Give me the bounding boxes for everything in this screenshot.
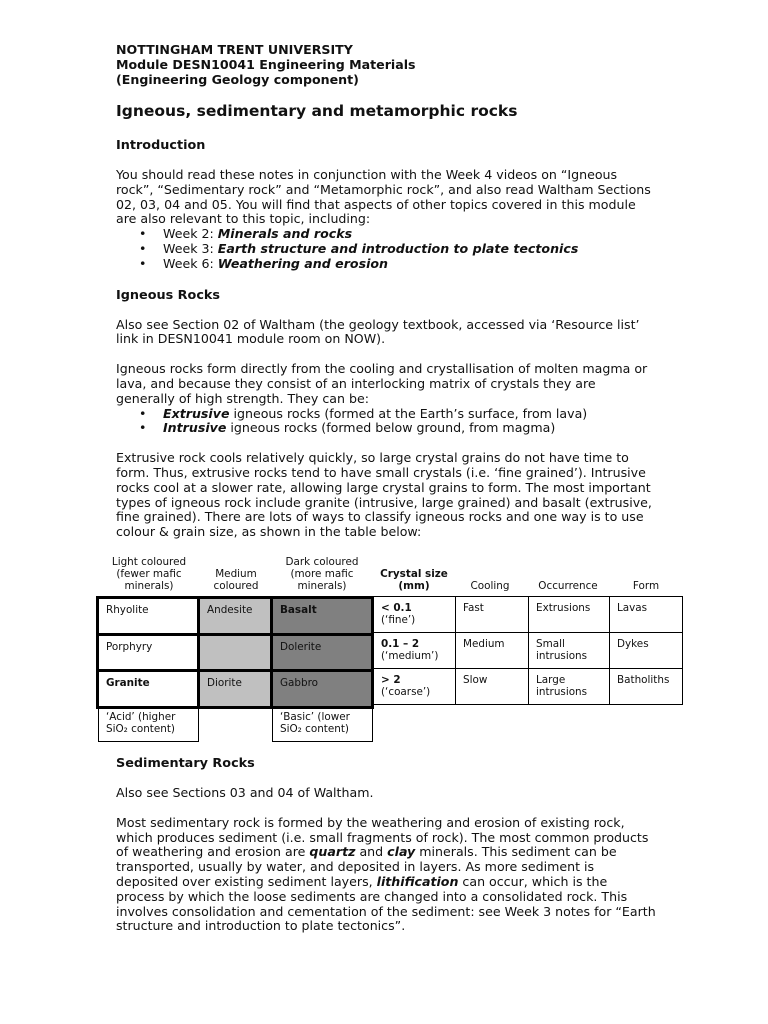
igneous-paragraph-3: Extrusive rock cools relatively quickly, so large crystal grains do not have time to form. Thus, extrusive rocks tend to have small crystals (i.e. ‘fine grained’). Intrusive rocks cool at a slower rate, allowing large crystal grains to form. The most important types of igneous rock include granite (intrusive, large grained) and basalt (extrusive, fine grained). There are lots of ways to classify igneous rocks and one way is to use colour & grain size, as shown in the table below: [116,450,652,540]
bullet-term: Intrusive [163,420,227,436]
crystal-size-value: 0.1 – 2 [381,638,420,650]
cell-dolerite: Dolerite [270,633,374,672]
text-run: can occur, which is the process by which the loose sediments are changed into a consolidated rock. This involves consolidation and cementation of the sediment: see Week 3 notes for “Earth structure and introduction to plate tectonics”. [116,873,656,934]
cell-porphyry: Porphyry [96,633,200,672]
header-module: Module DESN10041 Engineering Materials [116,57,416,72]
header-medium-coloured: Medium coloured [213,568,259,592]
crystal-size-note: (‘fine’) [381,614,416,626]
intro-paragraph: You should read these notes in conjunction with the Week 4 videos on “Igneous rock”, “Sedimentary rock” and “Metamorphic rock”, and also read Waltham Sections 02, 03, 04 and 05. You will find that aspects of other topics covered in this module are also relevant to this topic, including: [116,167,651,227]
igneous-bullet-list [116,407,656,437]
intro-heading: Introduction [116,138,206,153]
sedimentary-heading: Sedimentary Rocks [116,756,255,771]
cell-medium-empty [197,633,273,672]
bullet-prefix: Week 3: [163,240,218,256]
cell-form-dykes: Dykes [609,632,683,669]
cell-gabbro: Gabbro [270,669,374,709]
bullet-prefix: Week 6: [163,255,218,271]
cell-andesite: Andesite [197,596,273,636]
cell-form-batholiths: Batholiths [609,668,683,705]
cell-crystal-fine [373,596,456,633]
intro-bullet-1 [163,227,656,242]
bullet-text: igneous rocks (formed below ground, from magma) [226,420,556,436]
term-quartz: quartz [309,844,356,860]
cell-basalt: Basalt [270,596,374,636]
header-light-coloured: Light coloured (fewer mafic minerals) [111,556,187,592]
cell-cooling-slow: Slow [455,668,529,705]
igneous-classification-table [96,552,688,742]
cell-occurrence-small-intrusions: Small intrusions [528,632,610,669]
intro-bullet-2 [163,242,656,257]
bullet-term: Extrusive [163,405,230,421]
crystal-size-note: (‘coarse’) [381,686,431,698]
igneous-heading: Igneous Rocks [116,287,221,303]
cell-crystal-medium [373,632,456,669]
crystal-size-value: < 0.1 [381,602,412,614]
igneous-paragraph-1: Also see Section 02 of Waltham (the geology textbook, accessed via ‘Resource list’ link in DESN10041 module room on NOW). [116,316,640,347]
intro-bullet-3 [163,257,656,272]
cell-cooling-fast: Fast [455,596,529,633]
sedimentary-paragraph-1: Also see Sections 03 and 04 of Waltham. [116,785,374,800]
bullet-topic: Weathering and erosion [217,255,389,271]
igneous-bullet-2 [163,421,656,436]
basic-note: ‘Basic’ (lower SiO₂ content) [272,706,373,742]
sedimentary-section [116,756,656,934]
text-run: Most sedimentary rock is formed by the weathering and erosion of existing rock, which produces sediment (i.e. small fragments of rock). The most common products of weathering and erosion are [116,814,649,860]
bullet-prefix: Week 2: [163,226,218,242]
bullet-topic: Earth structure and introduction to plate tectonics [217,240,579,256]
header-crystal-size: Crystal size (mm) [380,568,448,592]
header-cooling: Cooling [470,580,510,592]
intro-bullet-list [116,227,656,271]
term-lithification: lithification [376,873,459,889]
page-title: Igneous, sedimentary and metamorphic rocks [116,102,518,120]
document-page [116,42,656,540]
header-form: Form [632,580,660,592]
crystal-size-value: > 2 [381,674,401,686]
sedimentary-paragraph-2 [116,816,656,934]
bullet-topic: Minerals and rocks [217,226,353,242]
cell-rhyolite: Rhyolite [96,596,200,636]
cell-occurrence-extrusions: Extrusions [528,596,610,633]
crystal-size-note: (‘medium’) [381,650,439,662]
cell-crystal-coarse [373,668,456,705]
header-university: NOTTINGHAM TRENT UNIVERSITY [116,42,353,57]
cell-diorite: Diorite [197,669,273,709]
cell-granite: Granite [96,669,200,709]
bullet-text: igneous rocks (formed at the Earth’s surface, from lava) [229,405,588,421]
cell-form-lavas: Lavas [609,596,683,633]
header-dark-coloured: Dark coloured (more mafic minerals) [285,556,359,592]
igneous-bullet-1 [163,407,656,422]
header-component: (Engineering Geology component) [116,72,359,87]
igneous-paragraph-2: Igneous rocks form directly from the cooling and crystallisation of molten magma or lava, and because they consist of an interlocking matrix of crystals they are generally of high strength. They can be: [116,361,648,406]
header-occurrence: Occurrence [538,580,598,592]
term-clay: clay [387,844,416,860]
cell-cooling-medium: Medium [455,632,529,669]
text-run: minerals. This sediment can be transported, usually by water, and deposited in layers. As more sediment is deposited over existing sediment layers, [116,844,617,889]
text-run: and [355,844,388,860]
acid-note: ‘Acid’ (higher SiO₂ content) [98,706,199,742]
cell-occurrence-large-intrusions: Large intrusions [528,668,610,705]
